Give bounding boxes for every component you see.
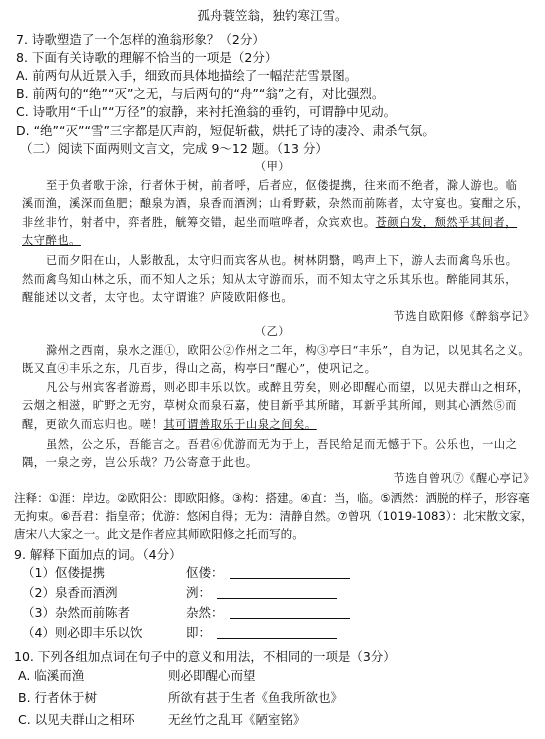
q9-answer-label: 洌：: [186, 585, 212, 600]
notes-line: 无拘束。⑥吾君：指皇帝；优游：悠闲自得；无为：清静自然。⑦曾巩（1019-1083）：北宋散文家，: [14, 509, 533, 523]
q8-option-d: D. “绝”“灭”“雪”三字都是仄声韵，短促斩截，烘托了诗的凄冷、肃杀气氛。: [16, 123, 435, 138]
question-8-stem: 8. 下面有关诗歌的理解不恰当的一项是（2分）: [16, 50, 278, 65]
yi-line: [22, 416, 317, 432]
q9-answer-label: 即：: [186, 625, 212, 640]
section-2-heading: （二）阅读下面两则文言文，完成 9～12 题。（13 分）: [20, 141, 328, 156]
q10-option-compare: 则必即醒心而望: [168, 668, 256, 683]
jia-line: 醒能述以文者，太守也。太守谓谁？庐陵欧阳修也。: [22, 291, 294, 304]
yi-line: 云烟之相滋，旷野之无穷，草树众而泉石嘉，使目新乎其所睹，耳新乎其所闻，则其心洒然⑤而: [22, 399, 518, 412]
q9-answer: [186, 623, 337, 641]
q9-answer: [186, 603, 350, 621]
notes-line: 注释：①涯：岸边。②欧阳公：即欧阳修。③构：搭建。④直：当，临。⑤洒然：洒脱的样子，形容毫: [14, 491, 530, 505]
q10-option: B. 行者休于树: [18, 690, 98, 705]
yi-line: 滁州之西南，泉水之涯①，欧阳公②作州之二年，构③亭曰“丰乐”，自为记，以见其名之义。: [46, 344, 531, 357]
jia-underlined-sentence: 苍颜白发，颓然乎其间者，: [375, 216, 518, 229]
jia-line-text: 非丝非竹，射者中，弈者胜，觥筹交错，起坐而喧哗者，众宾欢也。: [22, 216, 376, 229]
q9-answer: [186, 583, 337, 601]
jia-line: 已而夕阳在山，人影散乱，太守归而宾客从也。树林阴翳，鸣声上下，游人去而禽鸟乐也。: [46, 254, 518, 267]
q8-option-c: C. 诗歌用“千山”“万径”的寂静，来衬托渔翁的垂钓，可谓静中见动。: [16, 104, 397, 119]
q9-item: （2）泉香而酒洌: [22, 585, 118, 600]
q9-answer-label: 杂然：: [186, 605, 224, 620]
answer-blank[interactable]: [217, 586, 337, 599]
q9-answer-label: 伛偻：: [186, 565, 224, 580]
yi-line: 既又直④丰乐之东，几百步，得山之高，构亭曰“醒心”，使巩记之。: [22, 362, 377, 375]
q10-option: C. 以见夫群山之相环: [18, 712, 135, 727]
jia-line: 至于负者歌于涂，行者休于树，前者呼，后者应，伛偻提携，往来而不绝者，滁人游也。临: [46, 179, 518, 192]
q9-item: （4）则必即丰乐以饮: [22, 625, 143, 640]
q9-answer: [186, 563, 350, 581]
answer-blank[interactable]: [230, 606, 350, 619]
notes-line: 唐宋八大家之一。此文是作者应其师欧阳修之托而写的。: [14, 527, 304, 541]
answer-blank[interactable]: [230, 566, 350, 579]
q9-item: （3）杂然而前陈者: [22, 605, 130, 620]
q10-option-compare: 无丝竹之乱耳《陋室铭》: [168, 712, 306, 727]
q8-option-b: B. 前两句的“绝”“灭”之无，与后两句的“舟”“翁”之有，对比强烈。: [16, 86, 385, 101]
yi-line: 虽然，公之乐，吾能言之。吾君⑥优游而无为于上，吾民给足而无憾于下。公乐也，一山之: [46, 438, 518, 451]
poem-last-line: 孤舟蓑笠翁，独钓寒江雪。: [197, 8, 348, 23]
yi-source: 节选自曾巩⑦《醒心亭记》: [393, 472, 535, 485]
answer-blank[interactable]: [217, 626, 337, 639]
q10-option-compare: 所欲有甚于生者《鱼我所欲也》: [168, 690, 344, 705]
yi-line: 凡公与州宾客者游焉，则必即丰乐以饮。或醉且劳矣，则必即醒心而望，以见夫群山之相环，: [46, 381, 530, 394]
q9-item: （1）伛偻提携: [22, 565, 105, 580]
jia-source: 节选自欧阳修《醉翁亭记》: [393, 310, 535, 323]
jia-line: 太守醉也。: [22, 234, 81, 247]
q8-option-a: A. 前两句从近景入手，细致而具体地描绘了一幅茫茫雪景图。: [16, 68, 358, 83]
question-7: 7. 诗歌塑造了一个怎样的渔翁形象？（2分）: [16, 32, 265, 47]
jia-line: [22, 214, 517, 230]
yi-line: 隅，一泉之旁，岂公乐哉？乃公寄意于此也。: [22, 456, 258, 469]
q10-option: A. 临溪而渔: [18, 668, 85, 683]
jia-line: 溪而渔，溪深而鱼肥；酿泉为酒，泉香而酒洌；山肴野蔌，杂然而前陈者，太守宴也。宴酣之乐，: [22, 197, 529, 210]
question-9-stem: 9. 解释下面加点的词。（4分）: [14, 547, 182, 562]
text-jia-mark: （甲）: [254, 160, 291, 173]
yi-underlined-sentence: 其可谓善取乐于山泉之间矣。: [163, 418, 317, 431]
question-10-stem: 10. 下列各组加点词在句子中的意义和用法，不相同的一项是（3分）: [14, 649, 396, 664]
jia-line: 然而禽鸟知山林之乐，而不知人之乐；知从太守游而乐，而不知太守之乐其乐也。醉能同其乐，: [22, 273, 518, 286]
yi-line-text: 醒，更欲久而忘归也。嗟！: [22, 418, 164, 431]
text-yi-mark: （乙）: [254, 325, 291, 338]
